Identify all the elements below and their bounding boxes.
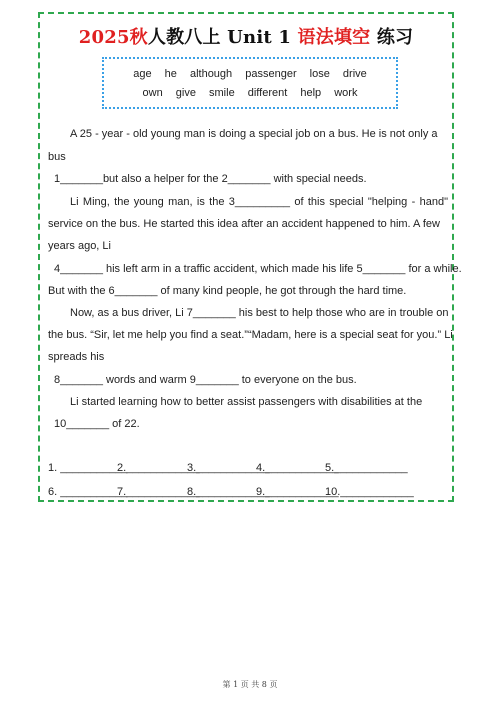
word: work [334, 87, 358, 99]
title-task: 语法填空 [297, 27, 371, 48]
passage-line: service on the bus. He started this idea after an accident happened to him. A few [48, 218, 440, 230]
answer-blank[interactable]: 4.____________ [256, 462, 339, 474]
title-year: 2025 [78, 27, 130, 48]
passage-line: But with the 6_______ of many kind people, he got through the hard time. [48, 285, 407, 297]
word: different [247, 87, 288, 99]
title-suffix: 练习 [370, 27, 414, 48]
word-bank [102, 57, 398, 109]
word-bank-row-1 [104, 65, 396, 84]
word: passenger [245, 68, 297, 80]
answer-blank[interactable]: 10.____________ [325, 486, 414, 498]
answer-blank[interactable]: 9.____________ [256, 486, 339, 498]
word: help [300, 87, 322, 99]
passage-line: years ago, Li [48, 240, 111, 252]
answer-blank[interactable]: 5.____________ [325, 462, 408, 474]
answer-blank[interactable]: 6. ___________ [48, 486, 128, 498]
word: own [142, 87, 163, 99]
answer-blank[interactable]: 8.____________ [187, 486, 270, 498]
passage-line: 8_______ words and warm 9_______ to everyone on the bus. [54, 374, 357, 386]
title-textbook: 人教八上 Unit 1 [147, 27, 298, 48]
worksheet-title [38, 23, 454, 49]
passage-line: 4_______ his left arm in a traffic accident, which made his life 5_______ for a while. [54, 263, 462, 275]
page-footer: 第 1 页 共 8 页 [222, 680, 278, 689]
word: although [189, 68, 233, 80]
word: age [133, 68, 152, 80]
answer-blank[interactable]: 3.____________ [187, 462, 270, 474]
word: drive [342, 68, 367, 80]
passage-line: Now, as a bus driver, Li 7_______ his best to help those who are in trouble on [70, 307, 449, 319]
word: he [164, 68, 177, 80]
passage-line: Li Ming, the young man, is the 3_________ of this special "helping - hand" [70, 196, 448, 208]
answer-blank[interactable]: 1. ___________ [48, 462, 128, 474]
passage-line: the bus. “Sir, let me help you find a seat.”“Madam, here is a special seat for you.” Li [48, 329, 453, 341]
word: give [175, 87, 196, 99]
answer-blank[interactable]: 7.____________ [117, 486, 200, 498]
word: smile [209, 87, 235, 99]
word: lose [309, 68, 330, 80]
word-bank-row-2 [104, 84, 396, 103]
title-season: 秋 [129, 27, 148, 48]
passage-line: spreads his [48, 351, 105, 363]
passage-line: bus [48, 151, 66, 163]
passage-line: A 25 - year - old young man is doing a special job on a bus. He is not only a [70, 128, 438, 140]
passage-line: 1_______but also a helper for the 2_______ with special needs. [54, 173, 367, 185]
passage-line: Li started learning how to better assist passengers with disabilities at the [70, 396, 423, 408]
answer-blank[interactable]: 2.____________ [117, 462, 200, 474]
passage-line: 10_______ of 22. [54, 418, 140, 430]
